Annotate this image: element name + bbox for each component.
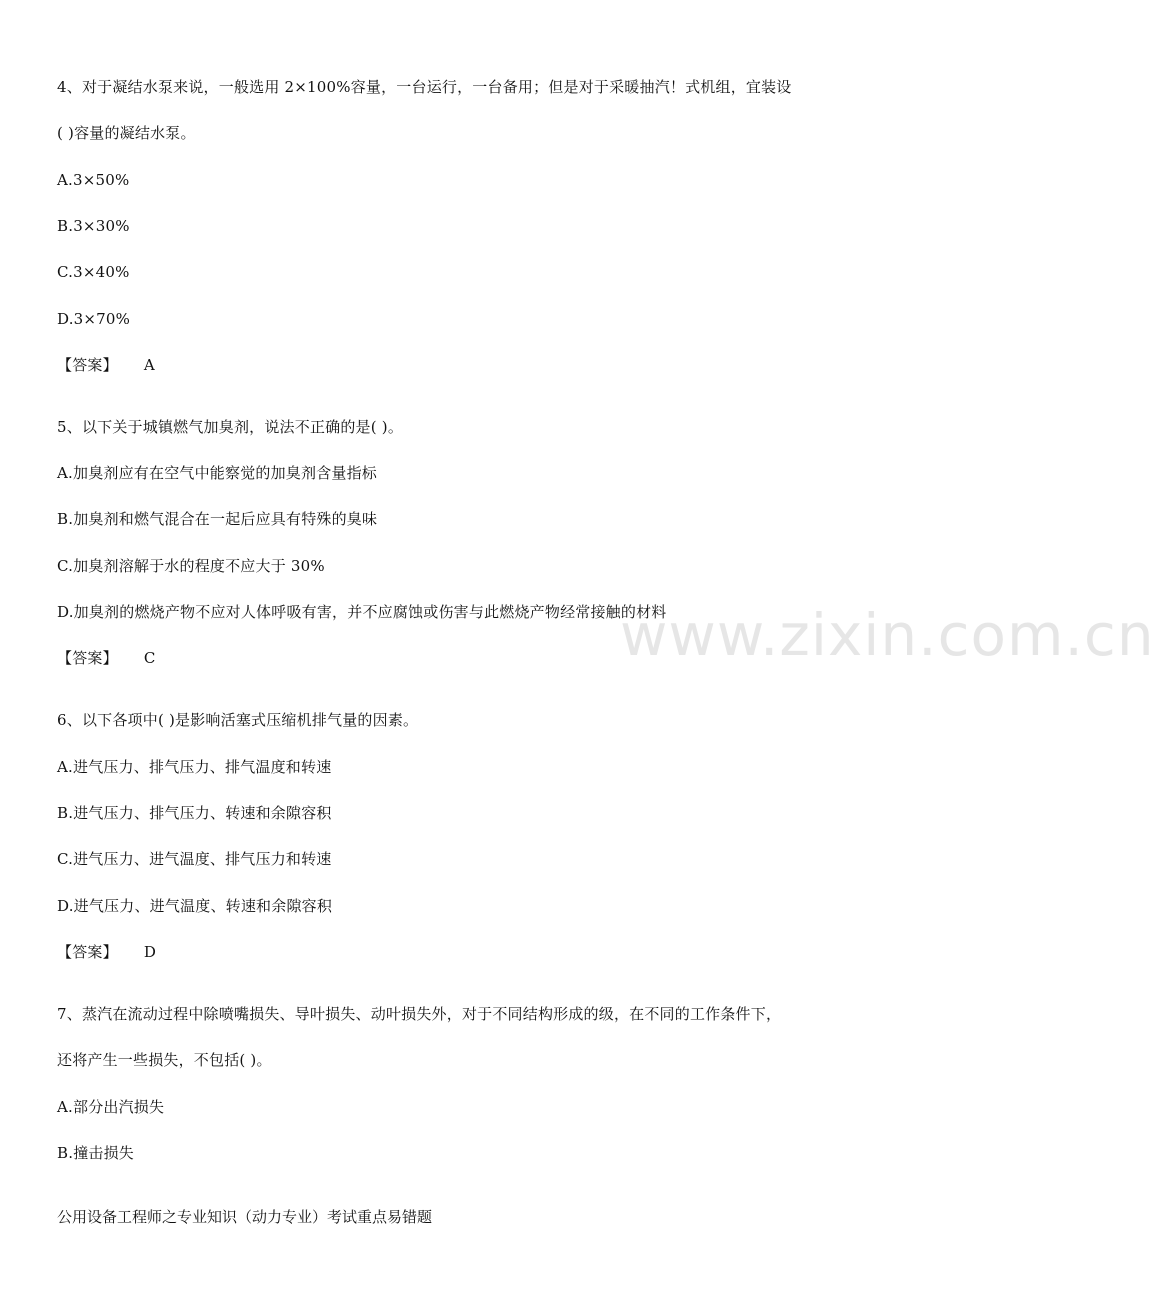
answer-value: D — [143, 943, 157, 961]
question-5-option-c: C.加臭剂溶解于水的程度不应大于 30% — [57, 557, 325, 575]
question-7-stem-line-2: 还将产生一些损失，不包括( )。 — [57, 1051, 272, 1069]
question-6-answer — [57, 942, 156, 962]
question-6-stem-line-1: 6、以下各项中( )是影响活塞式压缩机排气量的因素。 — [57, 711, 419, 729]
question-5-option-b: B.加臭剂和燃气混合在一起后应具有特殊的臭味 — [57, 510, 378, 528]
question-5-option-a: A.加臭剂应有在空气中能察觉的加臭剂含量指标 — [57, 464, 378, 482]
watermark: www.zixin.com.cn — [620, 601, 1155, 669]
question-4-stem-line-1: 4、对于凝结水泵来说，一般选用 2×100%容量，一台运行，一台备用；但是对于采暖抽汽！式机组，宜装设 — [57, 78, 792, 96]
question-7-option-b: B.撞击损失 — [57, 1144, 134, 1162]
document-footer-title: 公用设备工程师之专业知识（动力专业）考试重点易错题 — [57, 1208, 433, 1226]
question-4-stem-line-2: ( )容量的凝结水泵。 — [57, 124, 196, 142]
question-6-option-c: C.进气压力、进气温度、排气压力和转速 — [57, 850, 332, 868]
question-4-option-b: B.3×30% — [57, 217, 130, 235]
question-5-answer — [57, 648, 156, 668]
question-4-answer — [57, 355, 155, 375]
answer-label: 【答案】 — [57, 649, 118, 667]
answer-label: 【答案】 — [57, 356, 118, 374]
question-6-option-b: B.进气压力、排气压力、转速和余隙容积 — [57, 804, 332, 822]
question-4-option-d: D.3×70% — [57, 310, 131, 328]
question-7-option-a: A.部分出汽损失 — [57, 1098, 165, 1116]
question-5-option-d: D.加臭剂的燃烧产物不应对人体呼吸有害，并不应腐蚀或伤害与此燃烧产物经常接触的材料 — [57, 603, 667, 621]
question-5-stem-line-1: 5、以下关于城镇燃气加臭剂，说法不正确的是( )。 — [57, 418, 404, 436]
question-6-option-a: A.进气压力、排气压力、排气温度和转速 — [57, 758, 332, 776]
answer-value: C — [143, 649, 156, 667]
question-4-option-a: A.3×50% — [57, 171, 130, 189]
answer-value: A — [143, 356, 155, 374]
question-4-option-c: C.3×40% — [57, 263, 130, 281]
question-7-stem-line-1: 7、蒸汽在流动过程中除喷嘴损失、导叶损失、动叶损失外，对于不同结构形成的级，在不同的工作条件下， — [57, 1005, 782, 1023]
question-6-option-d: D.进气压力、进气温度、转速和余隙容积 — [57, 897, 333, 915]
answer-label: 【答案】 — [57, 943, 118, 961]
